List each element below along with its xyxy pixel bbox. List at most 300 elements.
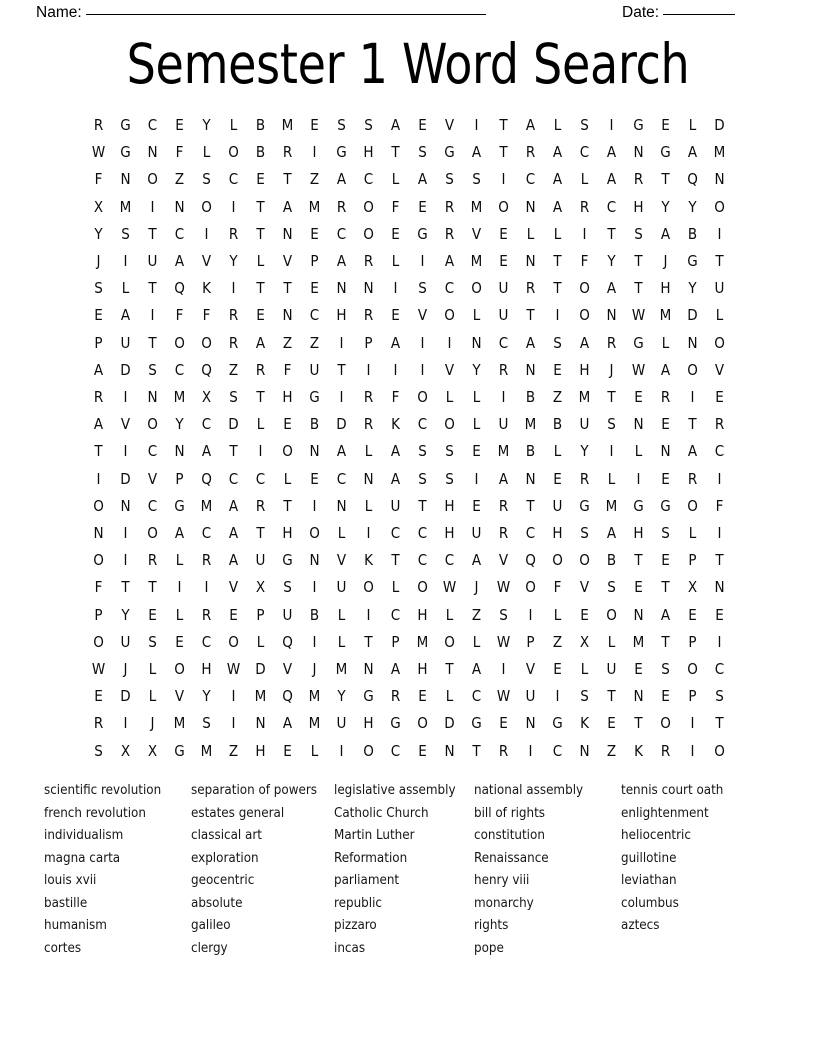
letter-cell[interactable]: O (498, 197, 509, 216)
letter-cell[interactable]: I (204, 578, 209, 597)
letter-cell[interactable]: L (310, 741, 319, 760)
letter-cell[interactable]: I (717, 632, 722, 651)
letter-cell[interactable]: F (580, 252, 589, 271)
letter-cell[interactable]: T (634, 551, 643, 570)
letter-cell[interactable]: T (229, 442, 238, 461)
letter-cell[interactable]: C (714, 442, 725, 461)
letter-cell[interactable]: Y (229, 252, 238, 271)
letter-cell[interactable]: V (201, 252, 212, 271)
letter-cell[interactable]: T (661, 578, 670, 597)
letter-cell[interactable]: O (363, 197, 374, 216)
letter-cell[interactable]: N (309, 551, 320, 570)
letter-cell[interactable]: N (579, 741, 590, 760)
letter-cell[interactable]: P (256, 605, 265, 624)
letter-cell[interactable]: U (336, 578, 347, 597)
letter-cell[interactable]: E (283, 415, 292, 434)
letter-cell[interactable]: A (552, 143, 563, 162)
letter-cell[interactable]: R (498, 496, 509, 515)
letter-cell[interactable]: A (174, 524, 185, 543)
letter-cell[interactable]: G (471, 714, 482, 733)
letter-cell[interactable]: V (282, 252, 293, 271)
letter-cell[interactable]: D (120, 687, 131, 706)
letter-cell[interactable]: C (309, 306, 320, 325)
letter-cell[interactable]: R (579, 197, 590, 216)
letter-cell[interactable]: C (525, 524, 536, 543)
letter-cell[interactable]: I (339, 333, 344, 352)
letter-cell[interactable]: I (690, 741, 695, 760)
letter-cell[interactable]: E (661, 551, 670, 570)
letter-cell[interactable]: I (312, 632, 317, 651)
letter-cell[interactable]: N (336, 496, 347, 515)
letter-cell[interactable]: L (553, 442, 562, 461)
letter-cell[interactable]: P (94, 605, 103, 624)
letter-cell[interactable]: S (634, 224, 643, 243)
letter-cell[interactable]: A (525, 333, 536, 352)
letter-cell[interactable]: A (606, 524, 617, 543)
letter-cell[interactable]: S (202, 170, 211, 189)
letter-cell[interactable]: C (174, 224, 185, 243)
letter-cell[interactable]: L (526, 224, 535, 243)
letter-cell[interactable]: W (496, 687, 511, 706)
letter-cell[interactable]: V (147, 469, 158, 488)
letter-cell[interactable]: H (579, 360, 590, 379)
letter-cell[interactable]: I (123, 252, 128, 271)
letter-cell[interactable]: N (606, 306, 617, 325)
letter-cell[interactable]: M (470, 252, 483, 271)
letter-cell[interactable]: O (417, 388, 428, 407)
letter-cell[interactable]: Y (202, 116, 211, 134)
letter-cell[interactable]: U (336, 714, 347, 733)
letter-cell[interactable]: Y (580, 442, 589, 461)
letter-cell[interactable]: L (688, 524, 697, 543)
word-bank-item[interactable]: scientific revolution (44, 783, 162, 798)
letter-cell[interactable]: E (418, 197, 427, 216)
letter-cell[interactable]: B (552, 415, 563, 434)
letter-cell[interactable]: O (93, 551, 104, 570)
letter-cell[interactable]: R (390, 687, 401, 706)
letter-cell[interactable]: R (282, 143, 293, 162)
letter-cell[interactable]: N (120, 170, 131, 189)
letter-cell[interactable]: T (607, 388, 616, 407)
letter-cell[interactable]: O (417, 714, 428, 733)
letter-cell[interactable]: R (687, 469, 698, 488)
letter-cell[interactable]: E (256, 306, 265, 325)
letter-cell[interactable]: L (364, 496, 373, 515)
letter-cell[interactable]: O (660, 714, 671, 733)
letter-cell[interactable]: G (417, 224, 428, 243)
letter-cell[interactable]: F (175, 306, 184, 325)
letter-cell[interactable]: E (175, 632, 184, 651)
letter-cell[interactable]: T (526, 306, 535, 325)
letter-cell[interactable]: R (336, 197, 347, 216)
letter-cell[interactable]: J (96, 252, 101, 271)
letter-cell[interactable]: R (363, 306, 374, 325)
letter-cell[interactable]: A (579, 333, 590, 352)
letter-cell[interactable]: Z (174, 170, 185, 189)
letter-cell[interactable]: H (363, 714, 374, 733)
letter-cell[interactable]: L (175, 605, 184, 624)
letter-cell[interactable]: R (228, 224, 239, 243)
letter-cell[interactable]: I (150, 306, 155, 325)
letter-cell[interactable]: V (228, 578, 239, 597)
letter-cell[interactable]: V (174, 687, 185, 706)
letter-cell[interactable]: G (552, 714, 563, 733)
letter-cell[interactable]: I (204, 224, 209, 243)
letter-cell[interactable]: I (366, 524, 371, 543)
letter-cell[interactable]: T (634, 279, 643, 298)
letter-cell[interactable]: X (255, 578, 266, 597)
letter-cell[interactable]: I (447, 333, 452, 352)
word-bank-item[interactable]: bastille (44, 895, 88, 911)
letter-cell[interactable]: Q (174, 279, 185, 298)
word-bank-item[interactable]: bill of rights (474, 805, 546, 821)
letter-cell[interactable]: V (282, 660, 293, 679)
letter-cell[interactable]: V (444, 360, 455, 379)
letter-cell[interactable]: A (390, 116, 401, 134)
word-bank-item[interactable]: estates general (191, 805, 285, 821)
letter-cell[interactable]: O (714, 741, 725, 760)
letter-cell[interactable]: T (526, 496, 535, 515)
letter-cell[interactable]: I (231, 197, 236, 216)
letter-cell[interactable]: A (93, 415, 104, 434)
letter-cell[interactable]: H (201, 660, 212, 679)
letter-cell[interactable]: O (147, 170, 158, 189)
letter-cell[interactable]: I (717, 224, 722, 243)
letter-cell[interactable]: A (255, 333, 266, 352)
letter-cell[interactable]: E (94, 687, 103, 706)
letter-cell[interactable]: R (93, 714, 104, 733)
letter-cell[interactable]: J (609, 360, 614, 379)
letter-cell[interactable]: D (228, 415, 239, 434)
letter-cell[interactable]: E (148, 605, 157, 624)
letter-cell[interactable]: M (173, 714, 186, 733)
letter-cell[interactable]: A (498, 469, 509, 488)
letter-cell[interactable]: S (715, 687, 724, 706)
letter-cell[interactable]: I (393, 279, 398, 298)
letter-cell[interactable]: W (631, 306, 646, 325)
letter-cell[interactable]: O (606, 605, 617, 624)
letter-cell[interactable]: O (687, 496, 698, 515)
letter-cell[interactable]: D (444, 714, 455, 733)
letter-cell[interactable]: Z (552, 632, 563, 651)
letter-cell[interactable]: E (715, 605, 724, 624)
letter-cell[interactable]: S (418, 143, 427, 162)
letter-cell[interactable]: Y (688, 197, 697, 216)
letter-cell[interactable]: U (147, 252, 158, 271)
letter-cell[interactable]: E (715, 388, 724, 407)
word-bank-item[interactable]: Martin Luther (334, 828, 415, 843)
letter-cell[interactable]: N (336, 279, 347, 298)
letter-cell[interactable]: I (717, 524, 722, 543)
letter-cell[interactable]: T (472, 741, 481, 760)
letter-cell[interactable]: U (309, 360, 320, 379)
letter-cell[interactable]: A (687, 442, 698, 461)
letter-cell[interactable]: E (391, 306, 400, 325)
letter-cell[interactable]: C (255, 469, 266, 488)
letter-cell[interactable]: T (634, 714, 643, 733)
letter-cell[interactable]: N (444, 741, 455, 760)
letter-cell[interactable]: G (363, 687, 374, 706)
letter-cell[interactable]: L (553, 224, 562, 243)
letter-cell[interactable]: E (661, 469, 670, 488)
letter-cell[interactable]: F (94, 170, 103, 189)
letter-cell[interactable]: F (175, 143, 184, 162)
word-bank-item[interactable]: Catholic Church (334, 805, 429, 821)
letter-cell[interactable]: T (148, 578, 157, 597)
letter-cell[interactable]: V (444, 116, 455, 134)
letter-cell[interactable]: I (609, 116, 614, 134)
letter-cell[interactable]: G (174, 496, 185, 515)
letter-cell[interactable]: G (633, 116, 644, 134)
letter-cell[interactable]: K (391, 415, 400, 434)
letter-cell[interactable]: T (715, 252, 724, 271)
letter-cell[interactable]: C (552, 741, 563, 760)
letter-cell[interactable]: N (633, 687, 644, 706)
letter-cell[interactable]: A (228, 496, 239, 515)
letter-cell[interactable]: E (634, 660, 643, 679)
letter-cell[interactable]: R (255, 360, 266, 379)
letter-cell[interactable]: T (256, 279, 265, 298)
letter-cell[interactable]: M (308, 687, 321, 706)
letter-cell[interactable]: A (606, 279, 617, 298)
letter-cell[interactable]: T (499, 116, 508, 134)
letter-cell[interactable]: E (472, 496, 481, 515)
letter-cell[interactable]: V (498, 551, 509, 570)
letter-cell[interactable]: E (661, 116, 670, 134)
letter-cell[interactable]: O (93, 632, 104, 651)
letter-cell[interactable]: M (335, 660, 348, 679)
letter-cell[interactable]: T (256, 524, 265, 543)
letter-cell[interactable]: T (661, 632, 670, 651)
letter-cell[interactable]: N (309, 442, 320, 461)
letter-cell[interactable]: A (660, 360, 671, 379)
letter-cell[interactable]: T (715, 714, 724, 733)
letter-cell[interactable]: R (444, 197, 455, 216)
letter-cell[interactable]: Y (607, 252, 616, 271)
letter-cell[interactable]: U (525, 687, 536, 706)
letter-cell[interactable]: I (231, 687, 236, 706)
letter-cell[interactable]: R (498, 360, 509, 379)
letter-cell[interactable]: Z (309, 333, 320, 352)
letter-cell[interactable]: L (337, 524, 346, 543)
letter-cell[interactable]: G (687, 252, 698, 271)
letter-cell[interactable]: A (525, 116, 536, 134)
letter-cell[interactable]: S (121, 224, 130, 243)
letter-cell[interactable]: C (417, 524, 428, 543)
letter-cell[interactable]: L (391, 252, 400, 271)
letter-cell[interactable]: B (525, 388, 536, 407)
word-bank-item[interactable]: Reformation (334, 850, 408, 866)
word-bank-item[interactable]: heliocentric (621, 828, 691, 843)
letter-cell[interactable]: S (418, 469, 427, 488)
letter-cell[interactable]: C (444, 551, 455, 570)
letter-cell[interactable]: A (282, 714, 293, 733)
letter-cell[interactable]: I (177, 578, 182, 597)
letter-cell[interactable]: F (715, 496, 724, 515)
letter-cell[interactable]: E (310, 116, 319, 134)
letter-cell[interactable]: E (553, 360, 562, 379)
word-bank-item[interactable]: aztecs (621, 918, 660, 933)
letter-cell[interactable]: T (256, 388, 265, 407)
letter-cell[interactable]: G (390, 714, 401, 733)
letter-cell[interactable]: Z (606, 741, 617, 760)
word-bank-item[interactable]: henry viii (474, 873, 530, 888)
letter-cell[interactable]: C (417, 551, 428, 570)
word-bank-item[interactable]: constitution (474, 828, 545, 843)
letter-cell[interactable]: O (147, 415, 158, 434)
word-bank-item[interactable]: parliament (334, 873, 400, 888)
letter-cell[interactable]: N (660, 442, 671, 461)
letter-cell[interactable]: B (606, 551, 617, 570)
letter-cell[interactable]: D (120, 469, 131, 488)
letter-cell[interactable]: S (472, 170, 481, 189)
letter-cell[interactable]: Y (661, 197, 670, 216)
letter-cell[interactable]: M (200, 741, 213, 760)
letter-cell[interactable]: I (420, 252, 425, 271)
letter-cell[interactable]: A (390, 660, 401, 679)
letter-cell[interactable]: R (525, 143, 536, 162)
letter-cell[interactable]: Q (282, 687, 293, 706)
letter-cell[interactable]: G (282, 551, 293, 570)
letter-cell[interactable]: F (202, 306, 211, 325)
word-bank-item[interactable]: pope (474, 940, 504, 956)
letter-cell[interactable]: I (339, 388, 344, 407)
letter-cell[interactable]: E (391, 224, 400, 243)
letter-cell[interactable]: O (363, 578, 374, 597)
letter-cell[interactable]: M (254, 687, 267, 706)
letter-cell[interactable]: L (445, 687, 454, 706)
letter-cell[interactable]: T (94, 442, 103, 461)
letter-cell[interactable]: A (282, 197, 293, 216)
letter-cell[interactable]: V (417, 306, 428, 325)
letter-cell[interactable]: L (580, 170, 589, 189)
letter-cell[interactable]: B (255, 116, 266, 134)
letter-cell[interactable]: Y (472, 360, 481, 379)
letter-cell[interactable]: N (687, 333, 698, 352)
letter-cell[interactable]: O (552, 551, 563, 570)
letter-cell[interactable]: W (91, 660, 106, 679)
word-bank-item[interactable]: exploration (191, 850, 259, 866)
letter-cell[interactable]: A (390, 469, 401, 488)
letter-cell[interactable]: S (580, 116, 589, 134)
letter-cell[interactable]: R (363, 415, 374, 434)
letter-cell[interactable]: J (150, 714, 155, 733)
letter-cell[interactable]: I (312, 143, 317, 162)
word-search-grid[interactable] (85, 112, 731, 765)
letter-cell[interactable]: N (120, 496, 131, 515)
letter-cell[interactable]: O (687, 660, 698, 679)
letter-cell[interactable]: E (634, 578, 643, 597)
letter-cell[interactable]: M (119, 197, 132, 216)
letter-cell[interactable]: O (444, 632, 455, 651)
letter-cell[interactable]: S (445, 469, 454, 488)
letter-cell[interactable]: G (120, 143, 131, 162)
letter-cell[interactable]: L (661, 333, 670, 352)
letter-cell[interactable]: A (552, 197, 563, 216)
letter-cell[interactable]: M (713, 143, 726, 162)
letter-cell[interactable]: U (120, 632, 131, 651)
letter-cell[interactable]: A (390, 333, 401, 352)
letter-cell[interactable]: I (123, 524, 128, 543)
letter-cell[interactable]: C (714, 660, 725, 679)
letter-cell[interactable]: H (282, 388, 293, 407)
letter-cell[interactable]: M (173, 388, 186, 407)
letter-cell[interactable]: B (255, 143, 266, 162)
word-bank-item[interactable]: tennis court oath (621, 783, 724, 798)
letter-cell[interactable]: E (472, 442, 481, 461)
letter-cell[interactable]: O (579, 551, 590, 570)
letter-cell[interactable]: R (255, 496, 266, 515)
letter-cell[interactable]: F (94, 578, 103, 597)
letter-cell[interactable]: O (471, 279, 482, 298)
letter-cell[interactable]: N (525, 252, 536, 271)
letter-cell[interactable]: G (660, 496, 671, 515)
letter-cell[interactable]: N (525, 197, 536, 216)
letter-cell[interactable]: K (202, 279, 211, 298)
letter-cell[interactable]: E (553, 469, 562, 488)
letter-cell[interactable]: M (416, 632, 429, 651)
letter-cell[interactable]: E (256, 170, 265, 189)
letter-cell[interactable]: A (228, 551, 239, 570)
letter-cell[interactable]: Y (337, 687, 346, 706)
letter-cell[interactable]: N (714, 170, 725, 189)
letter-cell[interactable]: H (552, 524, 563, 543)
letter-cell[interactable]: I (366, 605, 371, 624)
letter-cell[interactable]: E (310, 279, 319, 298)
letter-cell[interactable]: E (580, 605, 589, 624)
letter-cell[interactable]: X (687, 578, 698, 597)
letter-cell[interactable]: Q (282, 632, 293, 651)
letter-cell[interactable]: E (418, 741, 427, 760)
letter-cell[interactable]: H (444, 496, 455, 515)
letter-cell[interactable]: A (336, 252, 347, 271)
letter-cell[interactable]: L (148, 687, 157, 706)
date-write-in-line[interactable] (663, 13, 735, 15)
letter-cell[interactable]: W (226, 660, 241, 679)
word-bank-item[interactable]: republic (334, 895, 382, 911)
letter-cell[interactable]: T (661, 170, 670, 189)
letter-cell[interactable]: R (498, 524, 509, 543)
letter-cell[interactable]: U (255, 551, 266, 570)
letter-cell[interactable]: Z (228, 741, 239, 760)
letter-cell[interactable]: M (524, 415, 537, 434)
letter-cell[interactable]: C (336, 469, 347, 488)
letter-cell[interactable]: Q (525, 551, 536, 570)
word-bank-item[interactable]: rights (474, 918, 509, 933)
letter-cell[interactable]: I (501, 660, 506, 679)
letter-cell[interactable]: N (525, 714, 536, 733)
letter-cell[interactable]: I (312, 578, 317, 597)
letter-cell[interactable]: S (148, 360, 157, 379)
letter-cell[interactable]: C (390, 741, 401, 760)
letter-cell[interactable]: L (472, 306, 481, 325)
letter-cell[interactable]: C (606, 197, 617, 216)
letter-cell[interactable]: I (609, 442, 614, 461)
letter-cell[interactable]: V (579, 578, 590, 597)
letter-cell[interactable]: Z (552, 388, 563, 407)
letter-cell[interactable]: D (336, 415, 347, 434)
letter-cell[interactable]: T (283, 496, 292, 515)
letter-cell[interactable]: O (93, 496, 104, 515)
letter-cell[interactable]: I (231, 714, 236, 733)
letter-cell[interactable]: X (201, 388, 212, 407)
letter-cell[interactable]: O (228, 632, 239, 651)
letter-cell[interactable]: N (174, 442, 185, 461)
letter-cell[interactable]: I (501, 170, 506, 189)
letter-cell[interactable]: I (555, 306, 560, 325)
letter-cell[interactable]: E (418, 116, 427, 134)
letter-cell[interactable]: O (282, 442, 293, 461)
